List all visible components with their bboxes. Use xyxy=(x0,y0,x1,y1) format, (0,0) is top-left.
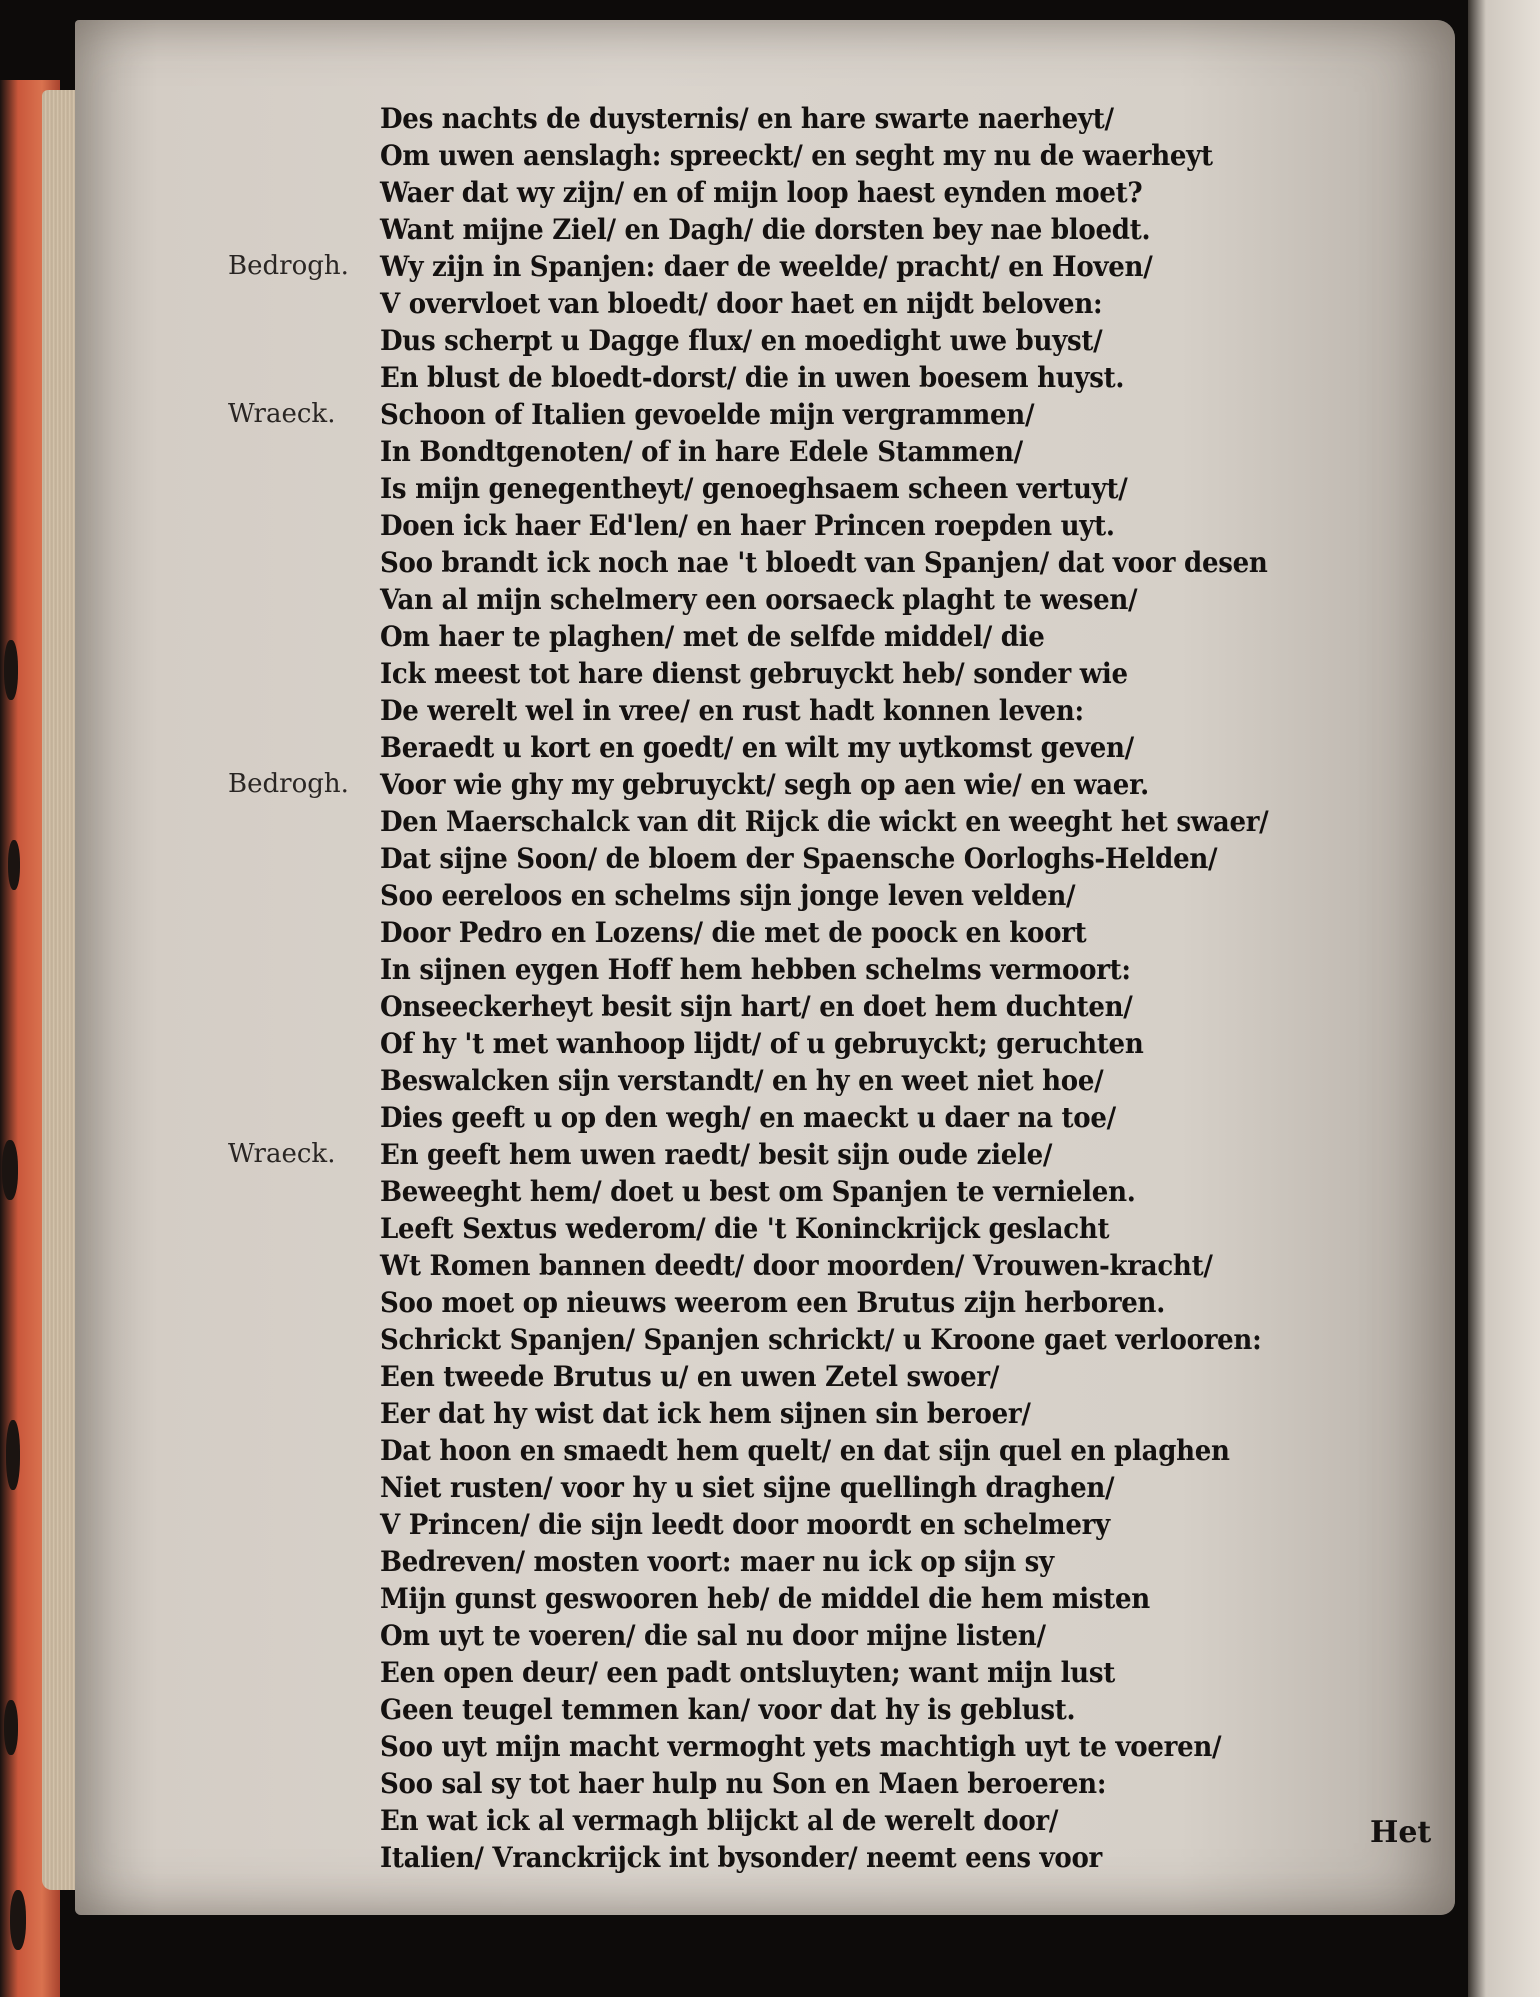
verse-line: Dies geeft u op den wegh/ en maeckt u daer na toe/ xyxy=(380,1101,1116,1134)
verse-line: Voor wie ghy my gebruyckt/ segh op aen wie/ en waer. xyxy=(380,768,1149,801)
verse-line: Doen ick haer Ed'len/ en haer Princen roepden uyt. xyxy=(380,509,1115,542)
verse-line: Dat sijne Soon/ de bloem der Spaensche Oorloghs-Helden/ xyxy=(380,842,1218,875)
cover-spot xyxy=(4,640,18,700)
verse-line: Wy zijn in Spanjen: daer de weelde/ pracht/ en Hoven/ xyxy=(380,250,1153,283)
verse-line: Des nachts de duysternis/ en hare swarte naerheyt/ xyxy=(380,102,1114,135)
verse-line: Soo brandt ick noch nae 't bloedt van Spanjen/ dat voor desen xyxy=(380,546,1268,579)
verse-line: Door Pedro en Lozens/ die met de poock en koort xyxy=(380,916,1087,949)
verse-line: Schoon of Italien gevoelde mijn vergrammen/ xyxy=(380,398,1035,431)
verse-line: Bedreven/ mosten voort: maer nu ick op sijn sy xyxy=(380,1545,1054,1578)
verse-line: In Bondtgenoten/ of in hare Edele Stammen/ xyxy=(380,435,1023,468)
cover-spot xyxy=(4,1700,18,1755)
verse-line: Is mijn genegentheyt/ genoeghsaem scheen vertuyt/ xyxy=(380,472,1128,505)
verse-line: Eer dat hy wist dat ick hem sijnen sin beroer/ xyxy=(380,1397,1031,1430)
cover-spot xyxy=(6,1420,20,1490)
verse-line: Niet rusten/ voor hy u siet sijne quellingh draghen/ xyxy=(380,1471,1115,1504)
verse-line: Een tweede Brutus u/ en uwen Zetel swoer/ xyxy=(380,1360,1000,1393)
catchword: Het xyxy=(1370,1815,1432,1850)
verse-line: En geeft hem uwen raedt/ besit sijn oude ziele/ xyxy=(380,1138,1053,1171)
verse-line: V Princen/ die sijn leedt door moordt en schelmery xyxy=(380,1508,1110,1541)
verse-line: Om haer te plaghen/ met de selfde middel/ die xyxy=(380,620,1045,653)
verse-line: De werelt wel in vree/ en rust hadt konnen leven: xyxy=(380,694,1084,727)
facing-page-edge xyxy=(1468,0,1540,1997)
verse-line: Soo moet op nieuws weerom een Brutus zijn herboren. xyxy=(380,1286,1165,1319)
verse-line: Onseeckerheyt besit sijn hart/ en doet hem duchten/ xyxy=(380,990,1133,1023)
verse-line: Want mijne Ziel/ en Dagh/ die dorsten bey nae bloedt. xyxy=(380,213,1151,246)
verse-line: Beraedt u kort en goedt/ en wilt my uytkomst geven/ xyxy=(380,731,1134,764)
verse-line: Geen teugel temmen kan/ voor dat hy is geblust. xyxy=(380,1693,1076,1726)
verse-line: En wat ick al vermagh blijckt al de werelt door/ xyxy=(380,1804,1059,1837)
verse-line: Leeft Sextus wederom/ die 't Koninckrijck geslacht xyxy=(380,1212,1110,1245)
verse-line: Schrickt Spanjen/ Spanjen schrickt/ u Kroone gaet verlooren: xyxy=(380,1323,1262,1356)
verse-line: Dus scherpt u Dagge flux/ en moedight uwe buyst/ xyxy=(380,324,1103,357)
verse-line: En blust de bloedt-dorst/ die in uwen boesem huyst. xyxy=(380,361,1125,394)
verse-line: Een open deur/ een padt ontsluyten; want mijn lust xyxy=(380,1656,1115,1689)
verse-line: Beswalcken sijn verstandt/ en hy en weet niet hoe/ xyxy=(380,1064,1104,1097)
verse-line: V overvloet van bloedt/ door haet en nijdt beloven: xyxy=(380,287,1103,320)
speaker-label: Bedrogh. xyxy=(228,769,349,799)
cover-spot xyxy=(10,1890,26,1950)
verse-line: Soo eereloos en schelms sijn jonge leven velden/ xyxy=(380,879,1076,912)
speaker-label: Wraeck. xyxy=(228,1139,336,1169)
verse-line: Wt Romen bannen deedt/ door moorden/ Vrouwen-kracht/ xyxy=(380,1249,1213,1282)
verse-line: In sijnen eygen Hoff hem hebben schelms vermoort: xyxy=(380,953,1131,986)
verse-line: Om uwen aenslagh: spreeckt/ en seght my nu de waerheyt xyxy=(380,139,1213,172)
speaker-label: Wraeck. xyxy=(228,399,336,429)
cover-spot xyxy=(2,1140,18,1200)
verse-line: Van al mijn schelmery een oorsaeck plaght te wesen/ xyxy=(380,583,1138,616)
verse-line: Soo uyt mijn macht vermoght yets machtigh uyt te voeren/ xyxy=(380,1730,1222,1763)
verse-line: Mijn gunst geswooren heb/ de middel die hem misten xyxy=(380,1582,1150,1615)
verse-line: Den Maerschalck van dit Rijck die wickt en weeght het swaer/ xyxy=(380,805,1269,838)
verse-lines xyxy=(380,100,1460,1876)
verse-line: Waer dat wy zijn/ en of mijn loop haest eynden moet? xyxy=(380,176,1143,209)
verse-line: Soo sal sy tot haer hulp nu Son en Maen beroeren: xyxy=(380,1767,1107,1800)
speaker-label: Bedrogh. xyxy=(228,251,349,281)
cover-spot xyxy=(8,840,20,890)
verse-line: Beweeght hem/ doet u best om Spanjen te vernielen. xyxy=(380,1175,1136,1208)
verse-line: Italien/ Vranckrijck int bysonder/ neemt eens voor xyxy=(380,1841,1102,1874)
verse-line: Om uyt te voeren/ die sal nu door mijne listen/ xyxy=(380,1619,1046,1652)
verse-line: Dat hoon en smaedt hem quelt/ en dat sijn quel en plaghen xyxy=(380,1434,1230,1467)
verse-line: Ick meest tot hare dienst gebruyckt heb/ sonder wie xyxy=(380,657,1128,690)
verse-line: Of hy 't met wanhoop lijdt/ of u gebruyckt; geruchten xyxy=(380,1027,1144,1060)
